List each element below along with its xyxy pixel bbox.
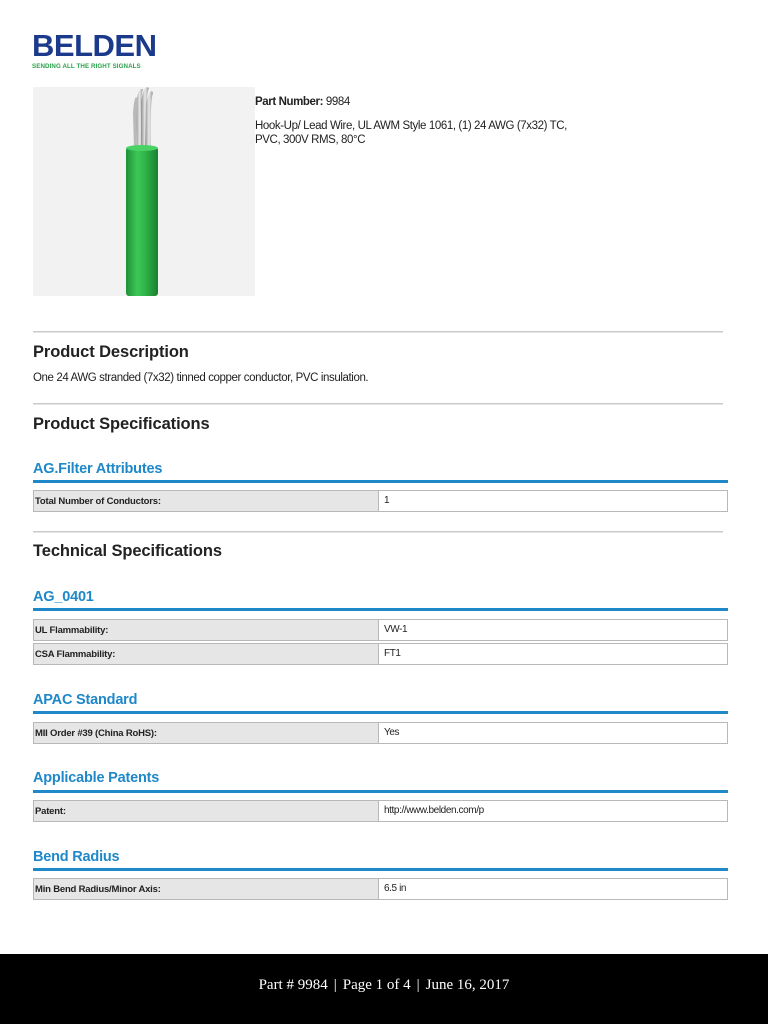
part-description: Hook-Up/ Lead Wire, UL AWM Style 1061, (1) 24 AWG (7x32) TC, PVC, 300V RMS, 80°C	[255, 120, 567, 146]
section-rule	[33, 868, 728, 871]
spec-row	[33, 619, 728, 641]
section-title-apac-standard: APAC Standard	[33, 692, 138, 708]
footer-separator: |	[333, 977, 337, 993]
spec-label: Total Number of Conductors:	[33, 490, 379, 512]
part-number-line	[255, 96, 655, 108]
footer-part: Part # 9984	[258, 977, 328, 993]
spec-row	[33, 643, 728, 665]
footer-page: Page 1 of 4	[342, 977, 411, 993]
spec-row	[33, 878, 728, 900]
spec-label: Min Bend Radius/Minor Axis:	[33, 878, 379, 900]
spec-table-applicable-patents	[33, 800, 728, 824]
spec-row	[33, 722, 728, 744]
spec-table-ag-0401	[33, 619, 728, 667]
spec-label: UL Flammability:	[33, 619, 379, 641]
section-divider	[33, 331, 723, 333]
section-rule	[33, 608, 728, 611]
green-insulated-wire-image	[33, 87, 255, 296]
footer-text	[0, 977, 768, 994]
section-title-ag-0401: AG_0401	[33, 589, 94, 605]
spec-row	[33, 490, 728, 512]
section-rule	[33, 790, 728, 793]
brand-tagline: SENDING ALL THE RIGHT SIGNALS	[32, 63, 141, 70]
section-rule	[33, 480, 728, 483]
spec-table-ag-filter	[33, 490, 728, 514]
section-title-ag-filter: AG.Filter Attributes	[33, 461, 163, 477]
spec-label: MII Order #39 (China RoHS):	[33, 722, 379, 744]
product-description-text: One 24 AWG stranded (7x32) tinned copper conductor, PVC insulation.	[33, 372, 369, 384]
spec-value: 6.5 in	[379, 878, 728, 900]
spec-value: Yes	[379, 722, 728, 744]
part-number-label: Part Number:	[255, 96, 324, 108]
spec-value: FT1	[379, 643, 728, 665]
section-rule	[33, 711, 728, 714]
footer-date: June 16, 2017	[425, 977, 510, 993]
section-divider	[33, 531, 723, 533]
footer-separator: |	[416, 977, 420, 993]
part-info	[255, 96, 655, 147]
spec-table-apac-standard	[33, 722, 728, 746]
spec-value: VW-1	[379, 619, 728, 641]
spec-row	[33, 800, 728, 822]
product-specifications-heading: Product Specifications	[33, 415, 210, 433]
section-divider	[33, 403, 723, 405]
section-title-applicable-patents: Applicable Patents	[33, 770, 160, 786]
page-footer	[0, 954, 768, 1024]
spec-label: CSA Flammability:	[33, 643, 379, 665]
brand-name: BELDEN	[32, 28, 157, 63]
spec-label: Patent:	[33, 800, 379, 822]
product-image	[33, 87, 255, 296]
section-title-bend-radius: Bend Radius	[33, 849, 120, 865]
part-number-value: 9984	[325, 96, 350, 108]
spec-table-bend-radius	[33, 878, 728, 902]
product-description-heading: Product Description	[33, 343, 189, 361]
belden-logo	[32, 30, 172, 70]
spec-value: 1	[379, 490, 728, 512]
technical-specifications-heading: Technical Specifications	[33, 542, 222, 560]
patent-link[interactable]: http://www.belden.com/p	[379, 800, 728, 822]
